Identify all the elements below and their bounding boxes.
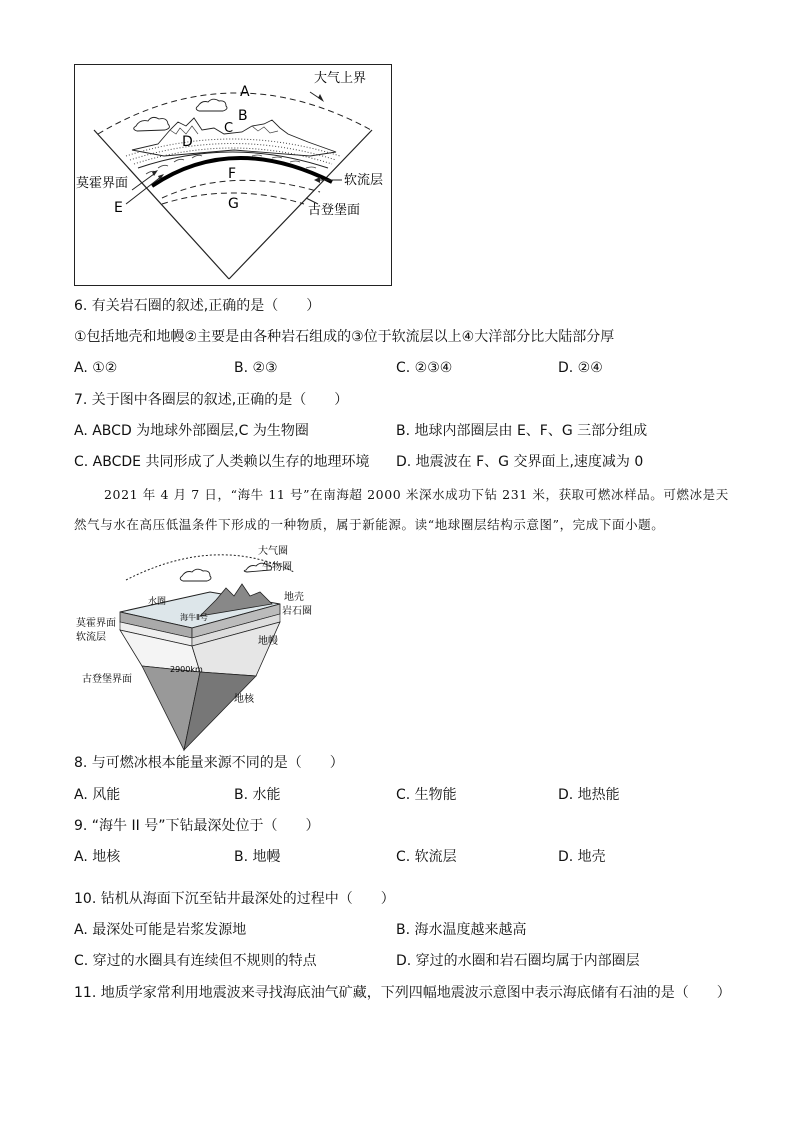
q6-statements: ①包括地壳和地幔②主要是由各种岩石组成的③位于软流层以上④大洋部分比大陆部分厚 xyxy=(74,329,615,345)
label-G: G xyxy=(228,196,239,212)
q7-option-b[interactable]: B. 地球内部圈层由 E、F、G 三部分组成 xyxy=(396,423,648,439)
q8-stem: 8. 与可燃冰根本能量来源不同的是（ ） xyxy=(74,755,344,771)
label-F: F xyxy=(228,166,237,182)
q9-option-a[interactable]: A. 地核 xyxy=(74,849,121,865)
label-depth: 2900km xyxy=(170,665,203,674)
q9-option-b[interactable]: B. 地幔 xyxy=(234,849,281,865)
q9-option-c[interactable]: C. 软流层 xyxy=(396,849,457,865)
q11-stem: 11. 地质学家常利用地震波来寻找海底油气矿藏，下列四幅地震波示意图中表示海底储有石油的是（ ） xyxy=(74,985,731,1001)
q9-stem: 9. “海牛 II 号”下钻最深处位于（ ） xyxy=(74,818,320,834)
label-atmosphere-top: 大气上界 xyxy=(314,71,367,86)
label-gutenberg: 古登堡面 xyxy=(308,203,361,218)
label-A: A xyxy=(240,84,250,100)
q6-option-c[interactable]: C. ②③④ xyxy=(396,360,453,376)
label-core: 地核 xyxy=(234,694,254,705)
label-lithosphere: 岩石圈 xyxy=(282,606,312,617)
q6-option-a[interactable]: A. ①② xyxy=(74,360,118,376)
q7-option-a[interactable]: A. ABCD 为地球外部圈层,C 为生物圈 xyxy=(74,423,309,439)
earth-layers-diagram xyxy=(74,64,392,286)
q6-option-b[interactable]: B. ②③ xyxy=(234,360,278,376)
label-moho: 莫霍界面 xyxy=(76,176,129,191)
q6-stem: 6. 有关岩石圈的叙述,正确的是（ ） xyxy=(74,298,321,314)
label-atmosphere: 大气圈 xyxy=(258,546,288,557)
q10-option-d[interactable]: D. 穿过的水圈和岩石圈均属于内部圈层 xyxy=(396,953,640,969)
label-hydrosphere: 水圈 xyxy=(148,597,167,607)
q7-option-d[interactable]: D. 地震波在 F、G 交界面上,速度减为 0 xyxy=(396,454,644,470)
q7-stem: 7. 关于图中各圈层的叙述,正确的是（ ） xyxy=(74,392,349,408)
q10-option-a[interactable]: A. 最深处可能是岩浆发源地 xyxy=(74,922,247,938)
q9-option-d[interactable]: D. 地壳 xyxy=(558,849,606,865)
q8-option-c[interactable]: C. 生物能 xyxy=(396,787,457,803)
q8-option-d[interactable]: D. 地热能 xyxy=(558,787,620,803)
q6-option-d[interactable]: D. ②④ xyxy=(558,360,603,376)
label-C: C xyxy=(224,121,234,136)
label-biosphere: 生物圈 xyxy=(262,562,292,573)
label-asthenosphere-2: 软流层 xyxy=(76,632,106,643)
label-mantle: 地幔 xyxy=(258,636,278,647)
q7-option-c[interactable]: C. ABCDE 共同形成了人类赖以生存的地理环境 xyxy=(74,454,370,470)
q8-option-a[interactable]: A. 风能 xyxy=(74,787,121,803)
label-gutenberg-2: 古登堡界面 xyxy=(82,674,132,685)
label-drill: 海牛Ⅱ号 xyxy=(180,613,208,622)
label-moho-2: 莫霍界面 xyxy=(76,618,116,629)
label-D: D xyxy=(182,134,193,150)
label-B: B xyxy=(238,108,248,124)
q10-stem: 10. 钻机从海面下沉至钻井最深处的过程中（ ） xyxy=(74,891,395,907)
label-E: E xyxy=(114,200,123,216)
q10-option-b[interactable]: B. 海水温度越来越高 xyxy=(396,922,527,938)
label-crust: 地壳 xyxy=(284,592,304,603)
q10-option-c[interactable]: C. 穿过的水圈具有连续但不规则的特点 xyxy=(74,953,317,969)
label-asthenosphere: 软流层 xyxy=(344,173,384,188)
passage-line-2: 然气与水在高压低温条件下形成的一种物质，属于新能源。读“地球圈层结构示意图”，完成下面小题。 xyxy=(74,517,665,532)
passage-line-1: 2021 年 4 月 7 日，“海牛 11 号”在南海超 2000 米深水成功下钻 231 米，获取可燃冰样品。可燃冰是天 xyxy=(104,487,729,502)
q8-option-b[interactable]: B. 水能 xyxy=(234,787,281,803)
earth-structure-block-diagram xyxy=(76,542,326,752)
